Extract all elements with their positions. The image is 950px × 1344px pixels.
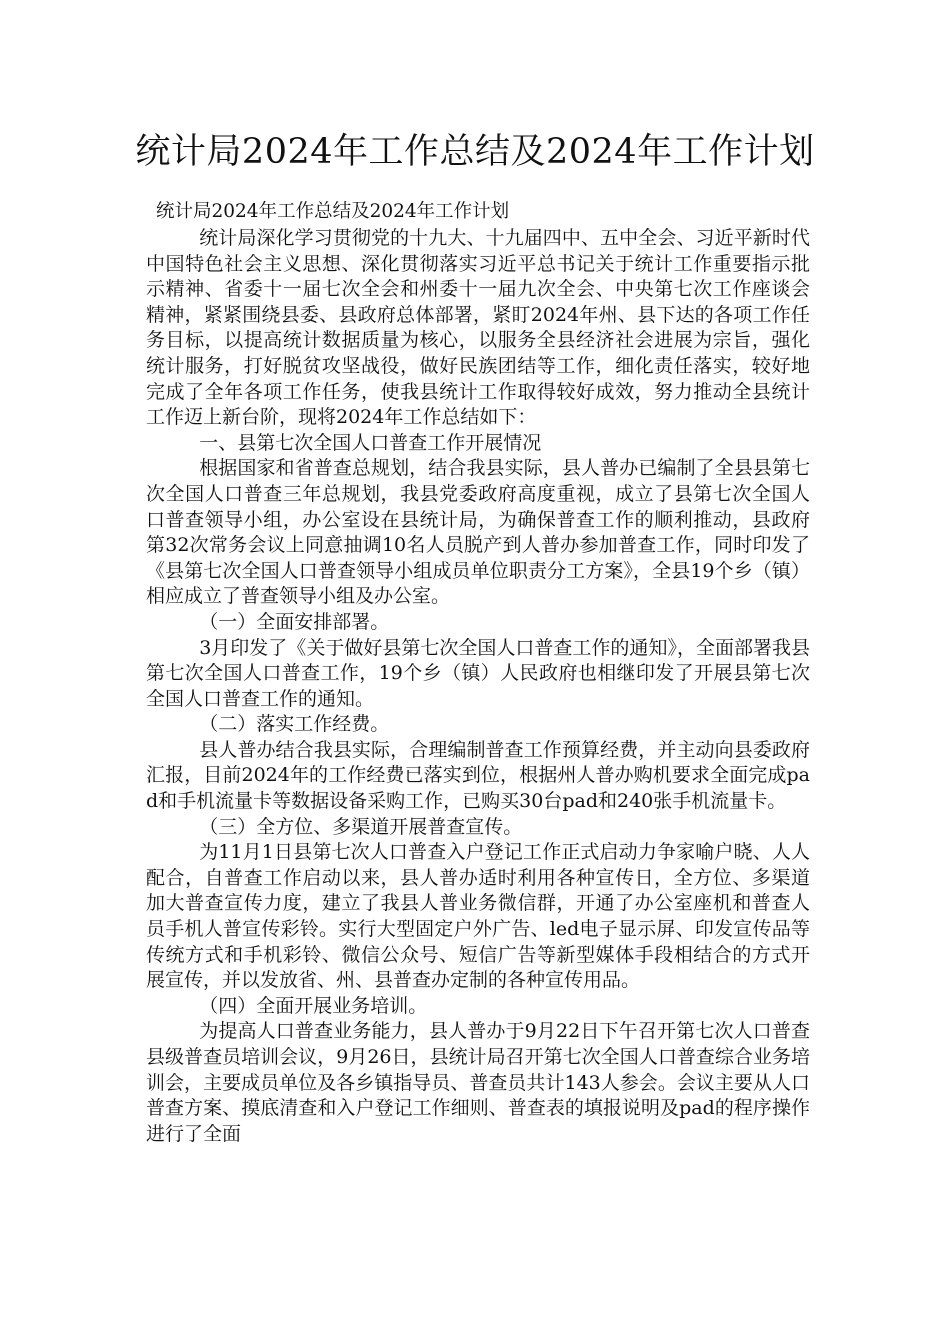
subsection-heading-3: （三）全方位、多渠道开展普查宣传。 — [199, 815, 523, 838]
subsection-heading-1: （一）全面安排部署。 — [199, 610, 390, 633]
subsection-heading-4: （四）全面开展业务培训。 — [199, 994, 428, 1017]
document-subtitle: 统计局2024年工作总结及2024年工作计划 — [156, 201, 510, 222]
subsection-paragraph-2: 县人普办结合我县实际，合理编制普查工作预算经费，并主动向县委政府汇报，目前2024年的工作经费已落实到位，根据州人普办购机要求全面完成pad和手机流量卡等数据设备采购工作，已购买30台pad和240张手机流量卡。 — [146, 738, 810, 813]
document-title: 统计局2024年工作总结及2024年工作计划 — [135, 132, 815, 172]
subsection-paragraph-4: 为提高人口普查业务能力，县人普办于9月22日下午召开第七次人口普查县级普查员培训会议，9月26日，县统计局召开第七次全国人口普查综合业务培训会，主要成员单位及各乡镇指导员、普查员共计143人参会。会议主要从人口普查方案、摸底清查和入户登记工作细则、普查表的填报说明及pad的程序操作进行了全面 — [146, 1020, 810, 1145]
document-body — [146, 198, 810, 1147]
subsection-paragraph-1: 3月印发了《关于做好县第七次全国人口普查工作的通知》，全面部署我县第七次全国人口普查工作，19个乡（镇）人民政府也相继印发了开展县第七次全国人口普查工作的通知。 — [146, 636, 810, 710]
subsection-paragraph-3: 为11月1日县第七次人口普查入户登记工作正式启动力争家喻户晓、人人配合，自普查工作启动以来，县人普办适时利用各种宣传日，全方位、多渠道加大普查宣传力度，建立了我县人普业务微信群，开通了办公室座机和普查人员手机人普宣传彩铃。实行大型固定户外广告、led电子显示屏、印发宣传品等传统方式和手机彩铃、微信公众号、短信广告等新型媒体手段相结合的方式开展宣传，并以发放省、州、县普查办定制的各种宣传用品。 — [146, 841, 810, 992]
subsection-heading-2: （二）落实工作经费。 — [199, 713, 390, 736]
section-paragraph-1: 根据国家和省普查总规划，结合我县实际，县人普办已编制了全县县第七次全国人口普查三年总规划，我县党委政府高度重视，成立了县第七次全国人口普查领导小组，办公室设在县统计局，为确保普查工作的顺利推动，县政府第32次常务会议上同意抽调10名人员脱产到人普办参加普查工作，同时印发了《县第七次全国人口普查领导小组成员单位职责分工方案》，全县19个乡（镇）相应成立了普查领导小组及办公室。 — [146, 457, 810, 608]
intro-paragraph: 统计局深化学习贯彻党的十九大、十九届四中、五中全会、习近平新时代中国特色社会主义思想、深化贯彻落实习近平总书记关于统计工作重要指示批示精神、省委十一届七次全会和州委十一届九次全会、中央第七次工作座谈会精神，紧紧围绕县委、县政府总体部署，紧盯2024年州、县下达的各项工作任务目标，以提高统计数据质量为核心，以服务全县经济社会进展为宗旨，强化统计服务，打好脱贫攻坚战役，做好民族团结等工作，细化责任落实，较好地完成了全年各项工作任务，使我县统计工作取得较好成效，努力推动全县统计工作迈上新台阶，现将2024年工作总结如下： — [146, 227, 810, 429]
section-heading-1: 一、县第七次全国人口普查工作开展情况 — [199, 431, 542, 454]
